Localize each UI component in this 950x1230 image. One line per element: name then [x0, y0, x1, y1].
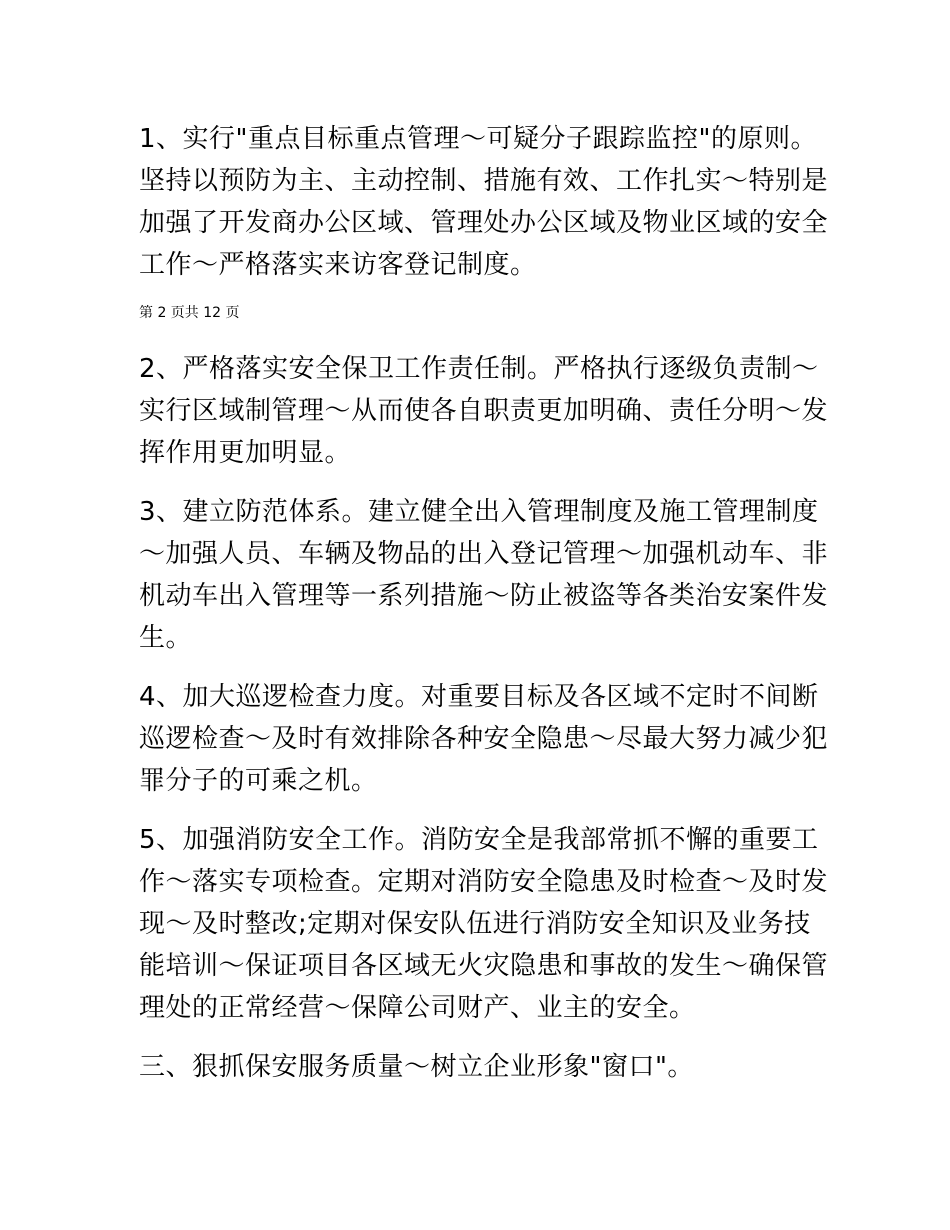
paragraph-5: 5、加强消防安全工作。消防安全是我部常抓不懈的重要工作～落实专项检查。定期对消防安全隐患及时检查～及时发现～及时整改;定期对保安队伍进行消防安全知识及业务技能培训～保证项目各区域无火灾隐患和事故的发生～确保管理处的正常经营～保障公司财产、业主的安全。 — [139, 825, 829, 1023]
section-heading-3: 三、狠抓保安服务质量～树立企业形象"窗口"。 — [139, 1052, 694, 1082]
paragraph-1: 1、实行"重点目标重点管理～可疑分子跟踪监控"的原则。坚持以预防为主、主动控制、措施有效、工作扎实～特别是加强了开发商办公区域、管理处办公区域及物业区域的安全工作～严格落实来访客登记制度。 — [139, 124, 829, 280]
document-content — [139, 118, 829, 1105]
paragraph-4: 4、加大巡逻检查力度。对重要目标及各区域不定时不间断巡逻检查～及时有效排除各种安全隐患～尽最大努力减少犯罪分子的可乘之机。 — [139, 682, 829, 796]
page-number-footer: 第 2 页共 12 页 — [139, 305, 240, 321]
paragraph-3: 3、建立防范体系。建立健全出入管理制度及施工管理制度～加强人员、车辆及物品的出入登记管理～加强机动车、非机动车出入管理等一系列措施～防止被盗等各类治安案件发生。 — [139, 497, 829, 653]
paragraph-2: 2、严格落实安全保卫工作责任制。严格执行逐级负责制～实行区域制管理～从而使各自职责更加明确、责任分明～发挥作用更加明显。 — [139, 354, 829, 468]
